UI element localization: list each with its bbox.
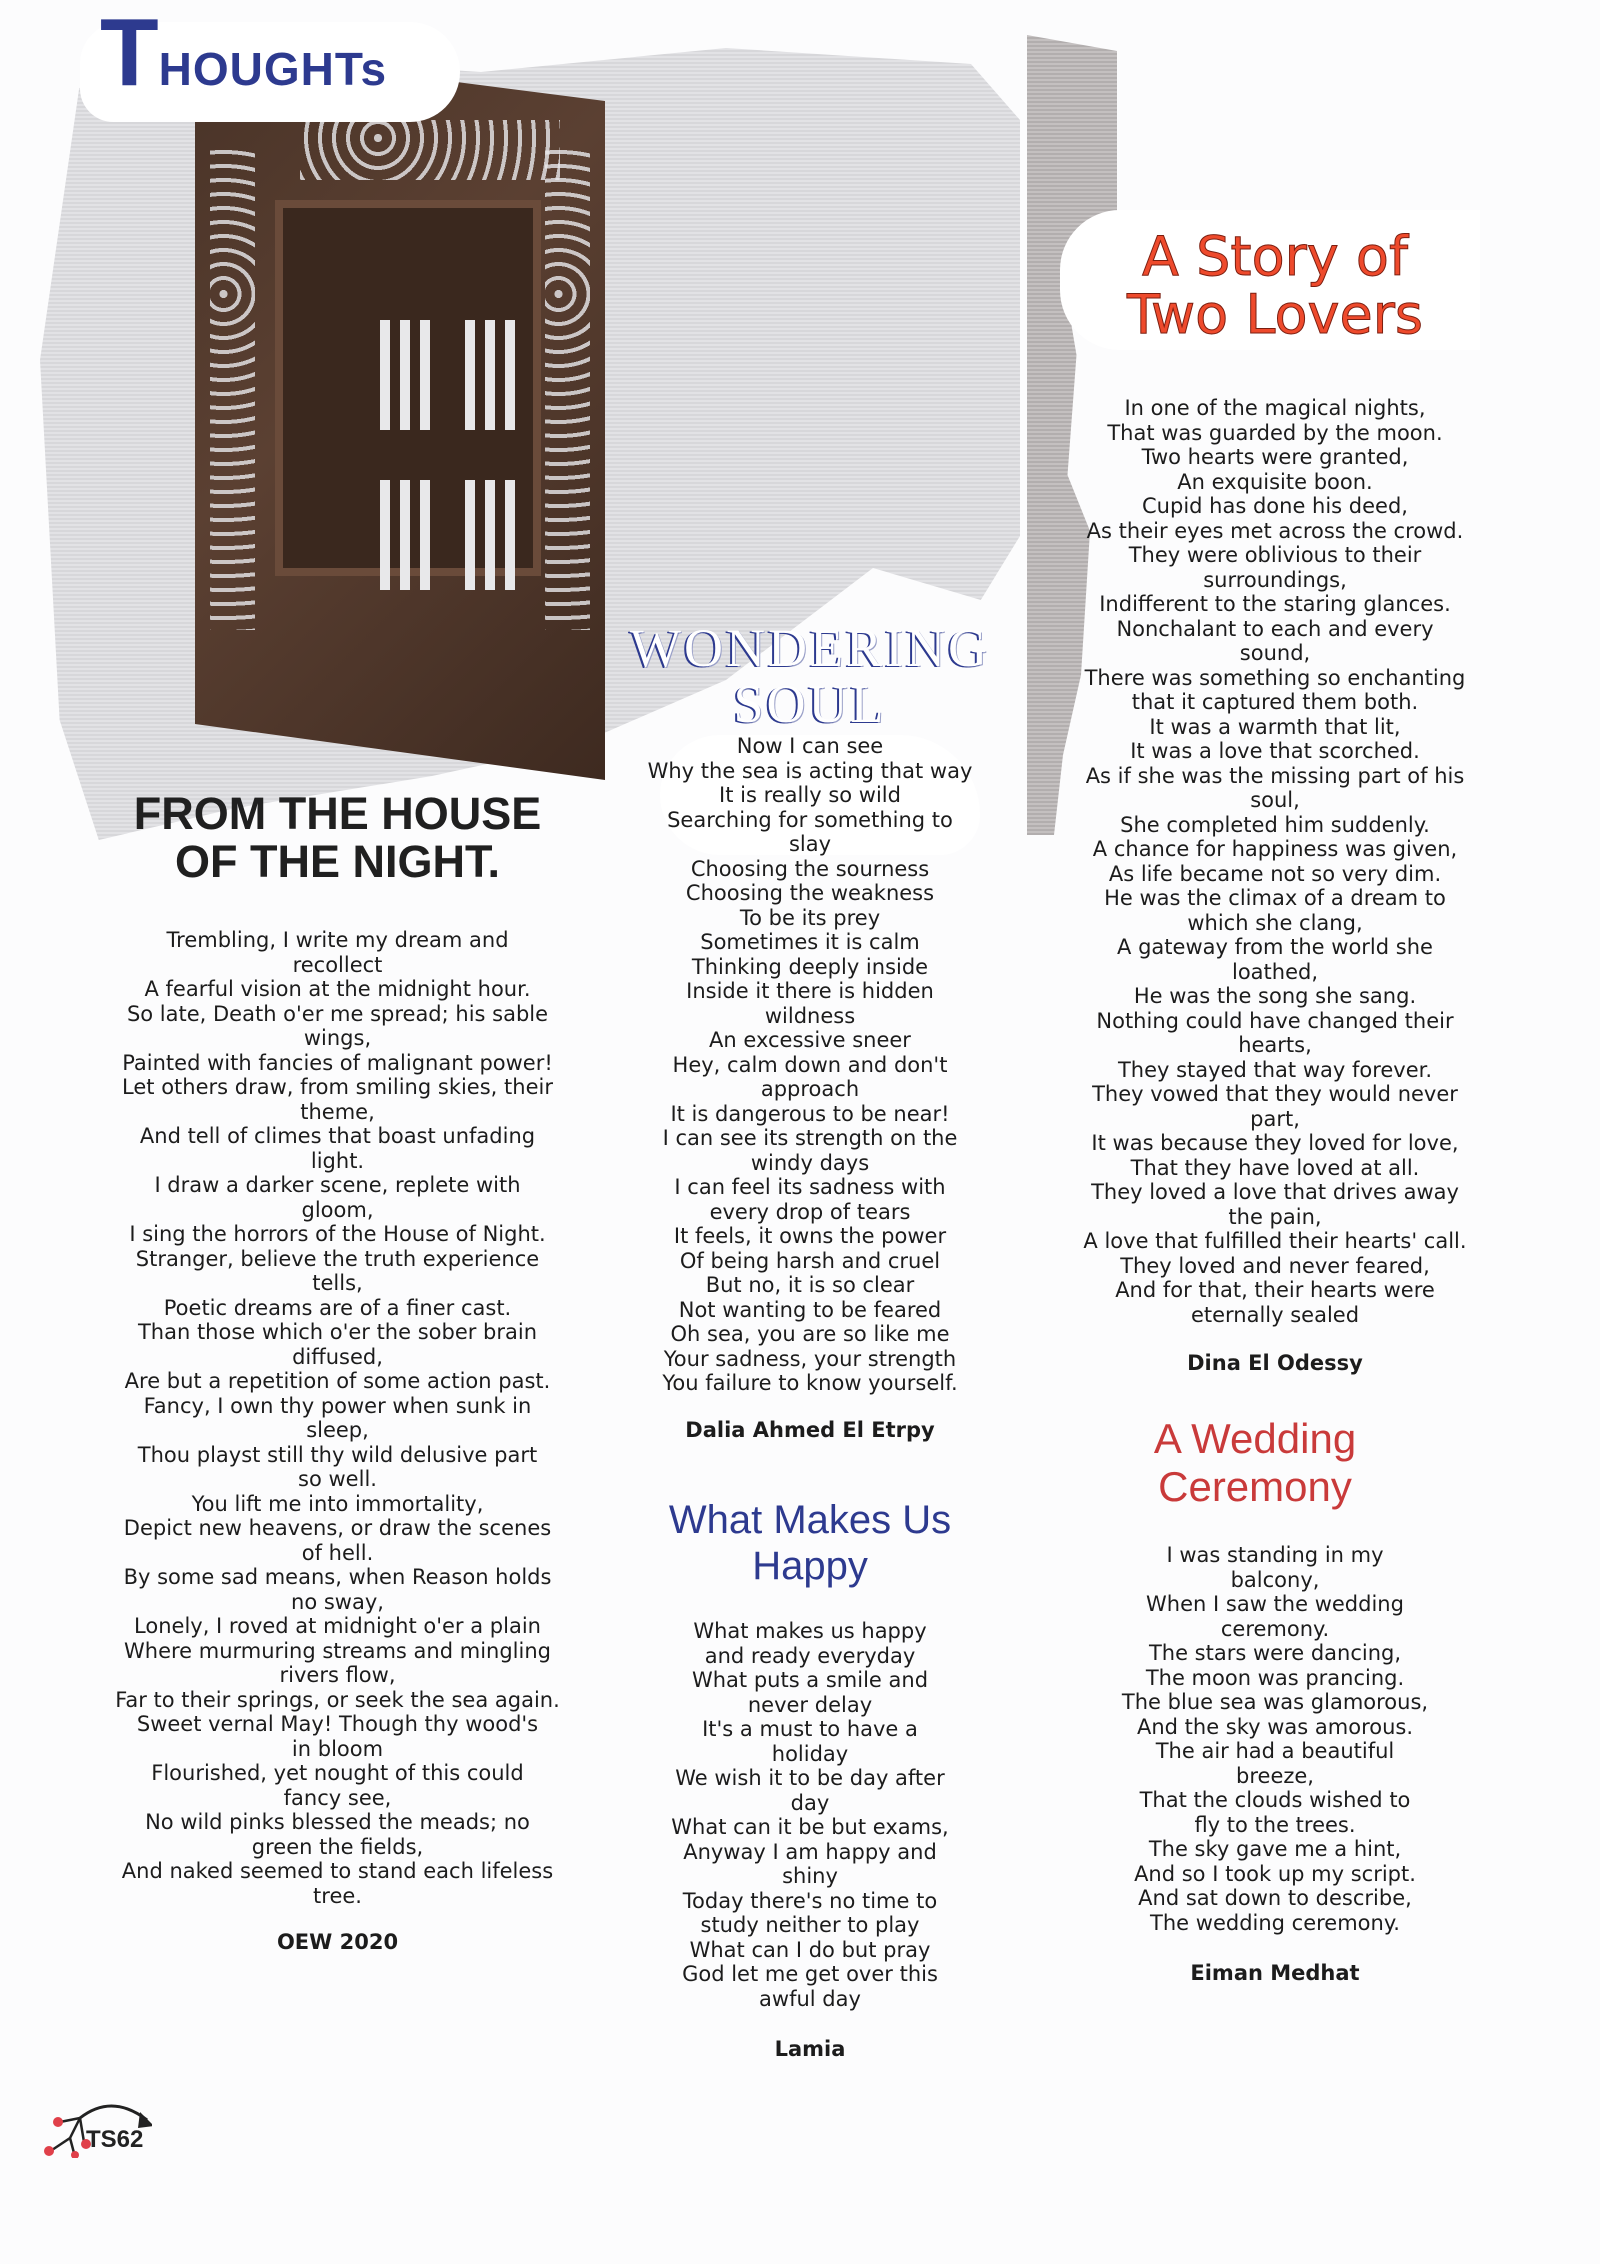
poem-line: tells,: [312, 1271, 363, 1295]
poem-line: A chance for happiness was given,: [1092, 837, 1458, 861]
poem-line: The stars were dancing,: [1148, 1641, 1402, 1665]
poem-line: approach: [760, 1077, 860, 1101]
poem-line: He was the climax of a dream to: [1104, 886, 1446, 910]
poem-line: A love that fulfilled their hearts' call.: [1083, 1229, 1467, 1253]
poem-line: of hell.: [301, 1540, 374, 1565]
poem-line: What can it be but exams,: [671, 1815, 949, 1839]
poem-line: The blue sea was glamorous,: [1121, 1690, 1429, 1714]
poem-line: Thinking deeply inside: [691, 954, 929, 979]
poem-line: Choosing the weakness: [685, 881, 935, 905]
poem-story-of-two-lovers: [1070, 225, 1480, 1375]
poem-line: I sing the horrors of the House of Night.: [129, 1222, 546, 1246]
poem-line: day: [790, 1790, 830, 1815]
poem-line: recollect: [292, 952, 383, 977]
poem-line: They vowed that they would never: [1092, 1082, 1458, 1106]
poem-line: And for that, their hearts were: [1115, 1278, 1435, 1302]
poem-line: The moon was prancing.: [1145, 1665, 1405, 1690]
poem-line: God let me get over this: [682, 1962, 938, 1986]
poem-line: Fancy, I own thy power when sunk in: [143, 1393, 532, 1418]
poem-line: That they have loved at all.: [1130, 1155, 1420, 1180]
poem-line: study neither to play: [700, 1913, 920, 1937]
poem-line: loathed,: [1231, 959, 1319, 984]
poem-line: fly to the trees.: [1194, 1812, 1356, 1837]
poem-line: In one of the magical nights,: [1124, 396, 1426, 420]
poem-line: balcony,: [1230, 1567, 1320, 1592]
poem-line: It's a must to have a: [702, 1717, 918, 1741]
poem-line: Stranger, believe the truth experience: [135, 1246, 540, 1271]
poem-line: Hey, calm down and don't: [672, 1052, 948, 1077]
poem-line: The sky gave me a hint,: [1148, 1837, 1402, 1861]
poem-line: I can see its strength on the: [662, 1126, 958, 1150]
poem-author: Lamia: [774, 2037, 846, 2061]
poem-line: rivers flow,: [279, 1663, 396, 1687]
poem-line: so well.: [298, 1467, 377, 1491]
poem-line: We wish it to be day after: [675, 1766, 945, 1790]
poem-line: Far to their springs, or seek the sea again.: [115, 1687, 560, 1712]
poem-line: in bloom: [291, 1736, 384, 1761]
poem-line: It is dangerous to be near!: [670, 1101, 950, 1126]
poem-line: Where murmuring streams and mingling: [124, 1638, 551, 1663]
poem-line: An exquisite boon.: [1177, 469, 1373, 494]
poem-line: light.: [310, 1148, 365, 1173]
poem-line: Nonchalant to each and every: [1116, 616, 1434, 641]
poem-line: eternally sealed: [1190, 1302, 1360, 1327]
poem-line: It is really so wild: [719, 783, 901, 807]
poem-line: What puts a smile and: [691, 1668, 929, 1692]
poem-line: slay: [788, 832, 832, 856]
poem-line: You failure to know yourself.: [662, 1371, 958, 1395]
poem-title: WONDERING SOUL: [630, 618, 990, 734]
poem-line: As their eyes met across the crowd.: [1086, 518, 1464, 543]
poem-line: fancy see,: [283, 1785, 392, 1810]
poem-line: soul,: [1250, 788, 1300, 812]
poem-line: Of being harsh and cruel: [679, 1248, 941, 1273]
poem-line: theme,: [300, 1099, 375, 1124]
poem-line: They loved a love that drives away: [1091, 1180, 1459, 1204]
poem-title: What Makes Us Happy: [668, 1498, 952, 1588]
poem-line: Poetic dreams are of a finer cast.: [163, 1295, 512, 1320]
poem-line: Today there's no time to: [682, 1888, 938, 1913]
poem-line: diffused,: [292, 1344, 383, 1369]
poem-line: And tell of climes that boast unfading: [139, 1124, 536, 1148]
poem-line: That the clouds wished to: [1139, 1788, 1411, 1812]
poem-body: [600, 734, 1020, 1396]
poem-line: A fearful vision at the midnight hour.: [144, 977, 531, 1001]
poem-line: Trembling, I write my dream and: [166, 928, 509, 952]
poem-line: That was guarded by the moon.: [1107, 420, 1443, 445]
poem-line: never delay: [747, 1692, 873, 1717]
poem-line: breeze,: [1236, 1763, 1314, 1788]
poem-line: wings,: [303, 1026, 372, 1050]
poem-line: ceremony.: [1220, 1616, 1330, 1641]
poem-line: wildness: [764, 1003, 856, 1028]
poem-line: Cupid has done his deed,: [1142, 494, 1408, 518]
poem-line: And so I took up my script.: [1134, 1861, 1416, 1886]
poem-line: Are but a repetition of some action past.: [124, 1369, 551, 1393]
poem-line: Thou playst still thy wild delusive part: [137, 1442, 538, 1467]
poem-line: And sat down to describe,: [1138, 1886, 1412, 1910]
poem-line: What makes us happy: [693, 1619, 927, 1643]
poem-line: tree.: [313, 1883, 362, 1908]
poem-line: surroundings,: [1203, 567, 1347, 592]
poem-line: Indifferent to the staring glances.: [1099, 592, 1451, 616]
poem-author: Dina El Odessy: [1187, 1351, 1363, 1375]
poem-line: Than those which o'er the sober brain: [137, 1320, 538, 1344]
poem-line: Your sadness, your strength: [663, 1346, 957, 1371]
poem-line: Why the sea is acting that way: [647, 758, 973, 783]
poem-line: What can I do but pray: [689, 1937, 931, 1962]
poem-line: I was standing in my: [1166, 1543, 1384, 1567]
poem-line: To be its prey: [739, 905, 881, 930]
poem-line: And naked seemed to stand each lifeless: [121, 1859, 554, 1883]
poem-line: Let others draw, from smiling skies, their: [122, 1075, 553, 1099]
poem-line: As if she was the missing part of his: [1085, 763, 1465, 788]
poem-line: Two hearts were granted,: [1141, 445, 1409, 469]
poem-line: Depict new heavens, or draw the scenes: [123, 1516, 552, 1540]
poem-line: shiny: [782, 1864, 838, 1888]
poem-author: Eiman Medhat: [1190, 1961, 1360, 1985]
poem-line: every drop of tears: [709, 1199, 911, 1224]
poem-line: Not wanting to be feared: [678, 1297, 942, 1322]
poem-line: awful day: [759, 1986, 861, 2011]
poem-line: It feels, it owns the power: [673, 1224, 947, 1248]
poem-body: [1070, 396, 1480, 1327]
poem-line: It was because they loved for love,: [1091, 1131, 1459, 1155]
poem-line: green the fields,: [251, 1834, 424, 1859]
page-number: TS62: [86, 2126, 144, 2153]
poem-line: But no, it is so clear: [705, 1273, 915, 1297]
page-number-mark: [22, 2098, 143, 2158]
poem-author: OEW 2020: [276, 1930, 399, 1954]
poem-title: A Wedding Ceremony: [1153, 1415, 1357, 1510]
poem-line: There was something so enchanting: [1084, 665, 1466, 690]
poem-author: Dalia Ahmed El Etrpy: [685, 1417, 935, 1442]
poem-line: Nothing could have changed their: [1096, 1008, 1454, 1033]
poem-line: They stayed that way forever.: [1117, 1057, 1433, 1082]
poem-line: Lonely, I roved at midnight o'er a plain: [134, 1614, 541, 1638]
poem-line: Searching for something to: [667, 807, 953, 832]
poem-line: the pain,: [1228, 1204, 1322, 1229]
poem-line: Inside it there is hidden: [686, 979, 934, 1003]
poem-line: hearts,: [1238, 1033, 1312, 1057]
poem-line: Flourished, yet nought of this could: [151, 1761, 524, 1785]
poem-line: which she clang,: [1187, 910, 1363, 935]
poem-house-of-night: [100, 790, 575, 1954]
poem-line: Painted with fancies of malignant power!: [122, 1050, 553, 1075]
poem-line: Choosing the sourness: [690, 856, 930, 881]
poem-line: part,: [1250, 1106, 1300, 1131]
poem-line: I draw a darker scene, replete with: [154, 1173, 521, 1197]
poem-line: Sweet vernal May! Though thy wood's: [136, 1712, 539, 1736]
poem-wondering-soul: [600, 620, 1020, 1442]
poem-body: [610, 1619, 1010, 2011]
poem-line: When I saw the wedding: [1146, 1592, 1404, 1616]
poem-line: A gateway from the world she: [1117, 935, 1433, 959]
poem-line: They were oblivious to their: [1128, 543, 1422, 567]
poem-body: [100, 928, 575, 1908]
section-title-rest: HOUGHTs: [158, 43, 388, 95]
poem-line: By some sad means, when Reason holds: [123, 1565, 552, 1589]
poem-line: gloom,: [301, 1197, 374, 1222]
poem-wedding-ceremony: [1075, 1415, 1475, 1985]
section-title: [100, 0, 388, 106]
poem-line: They loved and never feared,: [1120, 1253, 1430, 1278]
poem-line: And the sky was amorous.: [1136, 1714, 1414, 1739]
poem-line: no sway,: [291, 1589, 384, 1614]
poem-line: Anyway I am happy and: [683, 1839, 937, 1864]
section-title-initial: T: [100, 0, 159, 106]
poem-line: It was a warmth that lit,: [1149, 714, 1401, 739]
poem-line: sound,: [1239, 641, 1311, 665]
poem-line: The air had a beautiful: [1155, 1739, 1395, 1763]
poem-line: Sometimes it is calm: [700, 930, 920, 954]
poem-line: She completed him suddenly.: [1120, 812, 1430, 837]
poem-line: You lift me into immortality,: [191, 1491, 484, 1516]
poem-line: windy days: [750, 1150, 870, 1175]
poem-body: [1075, 1543, 1475, 1935]
poem-title: A Story of Two Lovers: [1126, 225, 1424, 346]
poem-line: sleep,: [306, 1418, 369, 1442]
poem-line: Oh sea, you are so like me: [670, 1322, 950, 1346]
poem-line: It was a love that scorched.: [1130, 739, 1420, 763]
poem-line: and ready everyday: [704, 1643, 916, 1668]
poem-line: So late, Death o'er me spread; his sable: [126, 1001, 549, 1026]
poem-line: that it captured them both.: [1131, 690, 1419, 714]
poem-line: I can feel its sadness with: [674, 1175, 946, 1199]
poem-line: As life became not so very dim.: [1108, 861, 1442, 886]
poem-line: Now I can see: [736, 734, 884, 758]
poem-line: An excessive sneer: [709, 1028, 911, 1052]
poem-line: He was the song she sang.: [1133, 984, 1417, 1008]
poem-line: No wild pinks blessed the meads; no: [145, 1810, 530, 1834]
poem-line: holiday: [771, 1741, 849, 1766]
poem-what-makes-us-happy: [610, 1497, 1010, 2061]
poem-line: The wedding ceremony.: [1150, 1910, 1400, 1935]
poem-title: FROM THE HOUSE OF THE NIGHT.: [133, 788, 542, 887]
